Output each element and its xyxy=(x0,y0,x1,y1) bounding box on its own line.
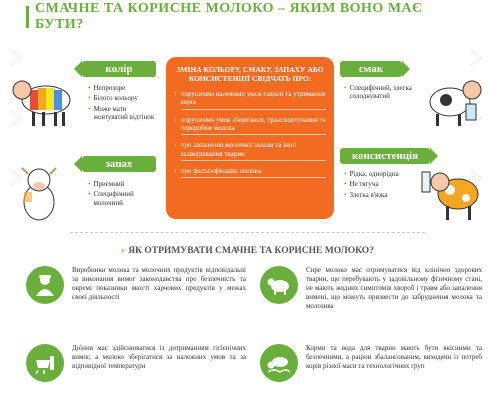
page-title-text: СМАЧНЕ ТА КОРИСНЕ МОЛОКО – ЯКИМ ВОНО МАЄ БУТИ? xyxy=(35,1,423,32)
consistency-tag: консистенція xyxy=(340,148,430,164)
page-title xyxy=(26,1,471,32)
center-heading: ЗМІНА КОЛЬОРУ, СМАКУ, ЗАПАХУ АБО КОНСИСТЕНЦІЇ СВІДЧАТЬ ПРО: xyxy=(176,65,324,84)
center-item: › порушення належних умов годівлі та утримання корів xyxy=(174,90,326,110)
tasting-cow-icon xyxy=(420,70,486,128)
color-list: • Непрозоре • Білого кольору • Може мати жовтуватий відтінок xyxy=(88,84,155,122)
rainbow-cow-icon xyxy=(8,70,76,130)
section-divider xyxy=(70,232,425,233)
chevron-right-icon: › xyxy=(174,114,177,124)
consistency-list: • Рідка, однорідна • Не тягуча • Злегка в'язка xyxy=(344,170,399,199)
milking-icon xyxy=(26,344,64,382)
section2-title: › ЯК ОТРИМУВАТИ СМАЧНЕ ТА КОРИСНЕ МОЛОКО? xyxy=(121,246,374,256)
chevron-right-icon: › xyxy=(121,246,125,256)
sniffing-cow-icon xyxy=(14,162,64,224)
center-item: › про запалення молочної залози та інші захворювання тварин xyxy=(174,141,326,161)
info-item-producers: Виробники молока та молочних продуктів відповідальні за виконання вимог законодавства про безпечність та окремі показники якості харчових продуктів у межах своєї діяльності xyxy=(26,266,246,304)
color-tag: колір xyxy=(82,61,156,77)
center-item: › порушення умов зберігання, транспортування та переробки молока xyxy=(174,116,326,136)
center-info-box xyxy=(166,57,334,219)
taste-tag: смак xyxy=(340,61,402,77)
feed-icon xyxy=(260,344,298,382)
chevron-right-icon: › xyxy=(174,88,177,98)
smell-list: • Приємний • Специфічний молочний xyxy=(88,180,134,207)
info-item-feed: Корми та вода для тварин мають бути якісними та безпечними, а раціон збалансованим, виходячи із потреб корів різної маси та технологічних груп xyxy=(260,344,482,382)
info-item-healthy-animals: Сире молоко має отримуватися від клінічно здорових тварин, що перебувають у задовільному фізичному стані, не мають жодних симптомів хвороб і травм або запалення вимені, що можуть призвести до забруднення молока та молозива xyxy=(260,266,482,311)
cow-icon xyxy=(260,266,298,304)
info-item-milking: Доїння має здійснюватися із дотриманням гігієнічних вимог, а молоко зберігатися за належних умов та за відповідної температури xyxy=(26,344,246,382)
chevron-right-icon: › xyxy=(174,140,177,150)
taste-list: • Специфічний, злегка солодкуватий xyxy=(344,84,412,101)
chevron-right-icon: › xyxy=(174,166,177,176)
milk-bottle-cow-icon xyxy=(420,160,486,224)
center-item: › про фальсифікацію молока xyxy=(174,167,326,178)
farmer-icon xyxy=(26,266,64,304)
smell-tag: запах xyxy=(82,156,156,172)
